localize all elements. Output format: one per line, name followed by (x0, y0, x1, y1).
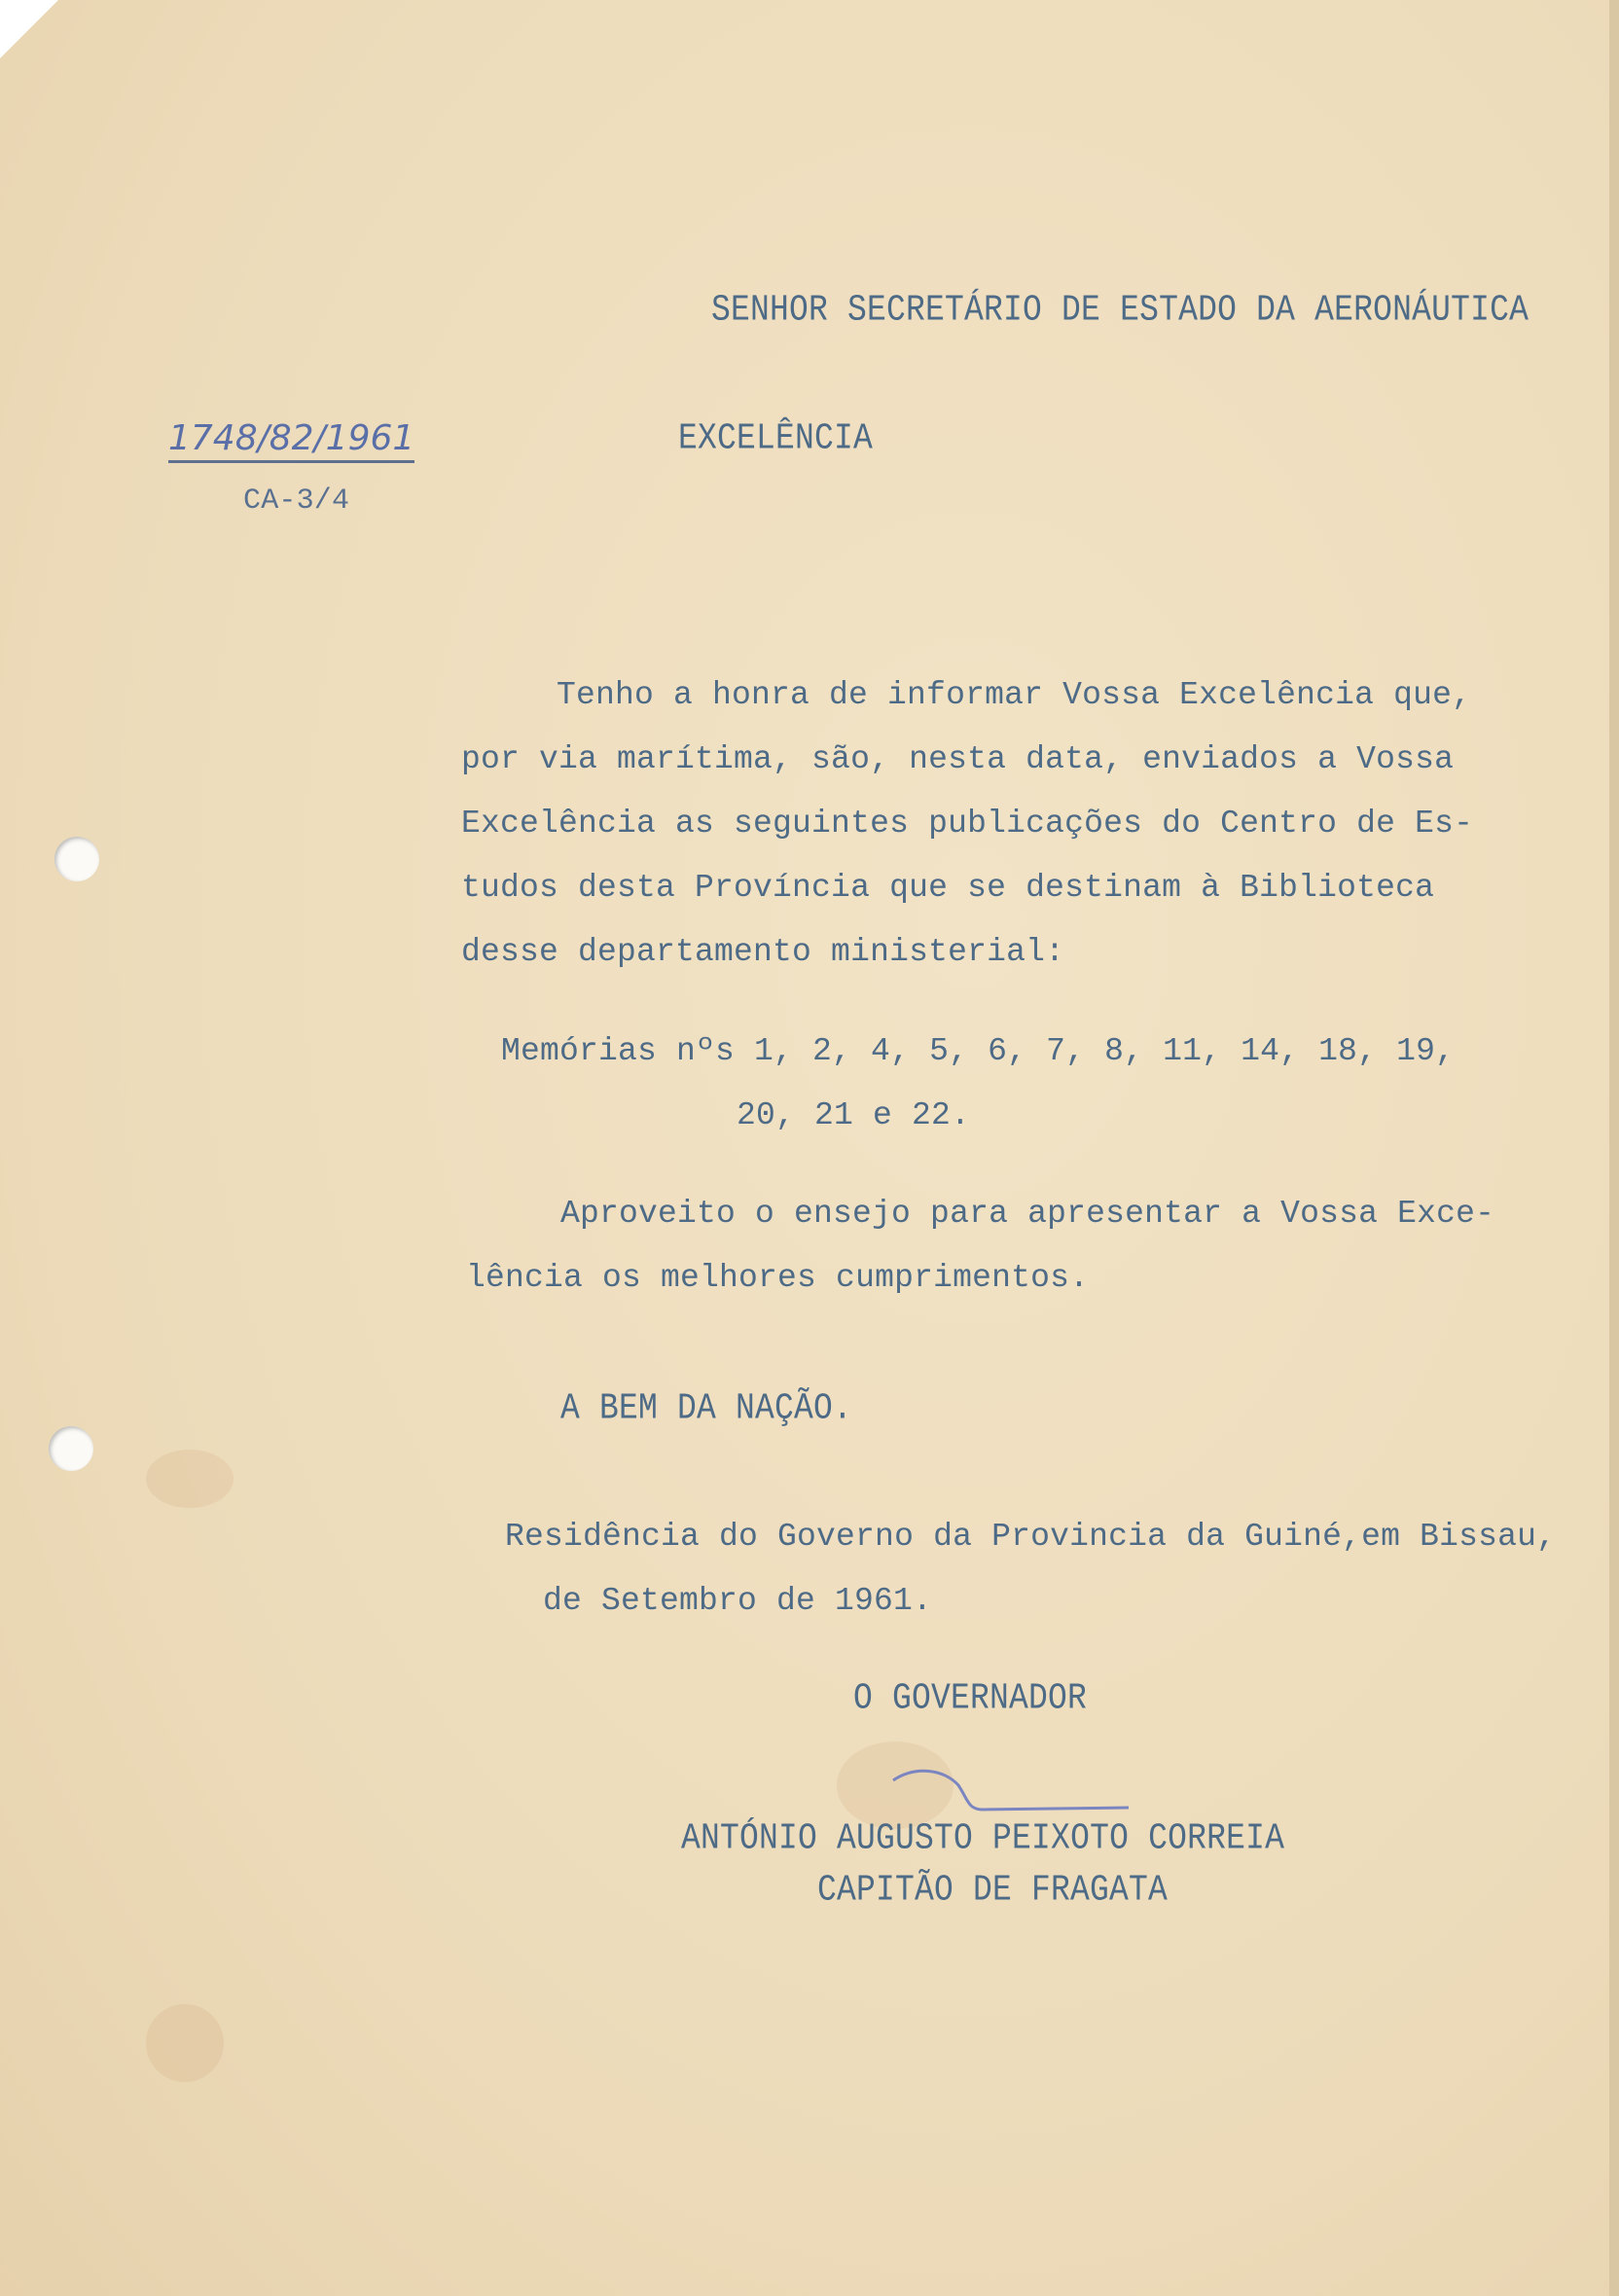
closing-line: lência os melhores cumprimentos. (466, 1260, 1090, 1296)
place-date: Residência do Governo da Provincia da Guiné,em Bissau, (505, 1519, 1557, 1555)
motto: A BEM DA NAÇÃO. (560, 1387, 853, 1429)
body-line: desse departamento ministerial: (461, 934, 1065, 970)
body-line: por via marítima, são, nesta data, enviados a Vossa (461, 741, 1455, 777)
stain (146, 2004, 224, 2082)
body-line: tudos desta Província que se destinam à Biblioteca (461, 870, 1435, 906)
paper-edge (1609, 0, 1619, 2296)
publication-list: 20, 21 e 22. (737, 1097, 971, 1133)
salutation: EXCELÊNCIA (678, 417, 874, 459)
reference-number: 1748/82/1961 (168, 418, 414, 463)
signatory-name: ANTÓNIO AUGUSTO PEIXOTO CORREIA (681, 1817, 1285, 1859)
addressee: SENHOR SECRETÁRIO DE ESTADO DA AERONÁUTICA (711, 289, 1529, 331)
place-date: de Setembro de 1961. (543, 1583, 933, 1619)
closing-line: Aproveito o ensejo para apresentar a Vossa Exce- (560, 1196, 1495, 1232)
handwritten-signature (876, 1761, 1148, 1819)
signatory-rank: CAPITÃO DE FRAGATA (817, 1869, 1169, 1911)
punch-hole (49, 1426, 93, 1471)
folded-corner (0, 0, 58, 58)
publication-list: Memórias nºs 1, 2, 4, 5, 6, 7, 8, 11, 14, 18, 19, (501, 1033, 1456, 1069)
reference-code: CA-3/4 (243, 484, 350, 518)
punch-hole (54, 837, 99, 881)
body-line: Tenho a honra de informar Vossa Excelência que, (557, 677, 1472, 713)
body-line: Excelência as seguintes publicações do Centro de Es- (461, 806, 1474, 842)
stain (146, 1450, 234, 1508)
signatory-title: O GOVERNADOR (853, 1677, 1088, 1719)
